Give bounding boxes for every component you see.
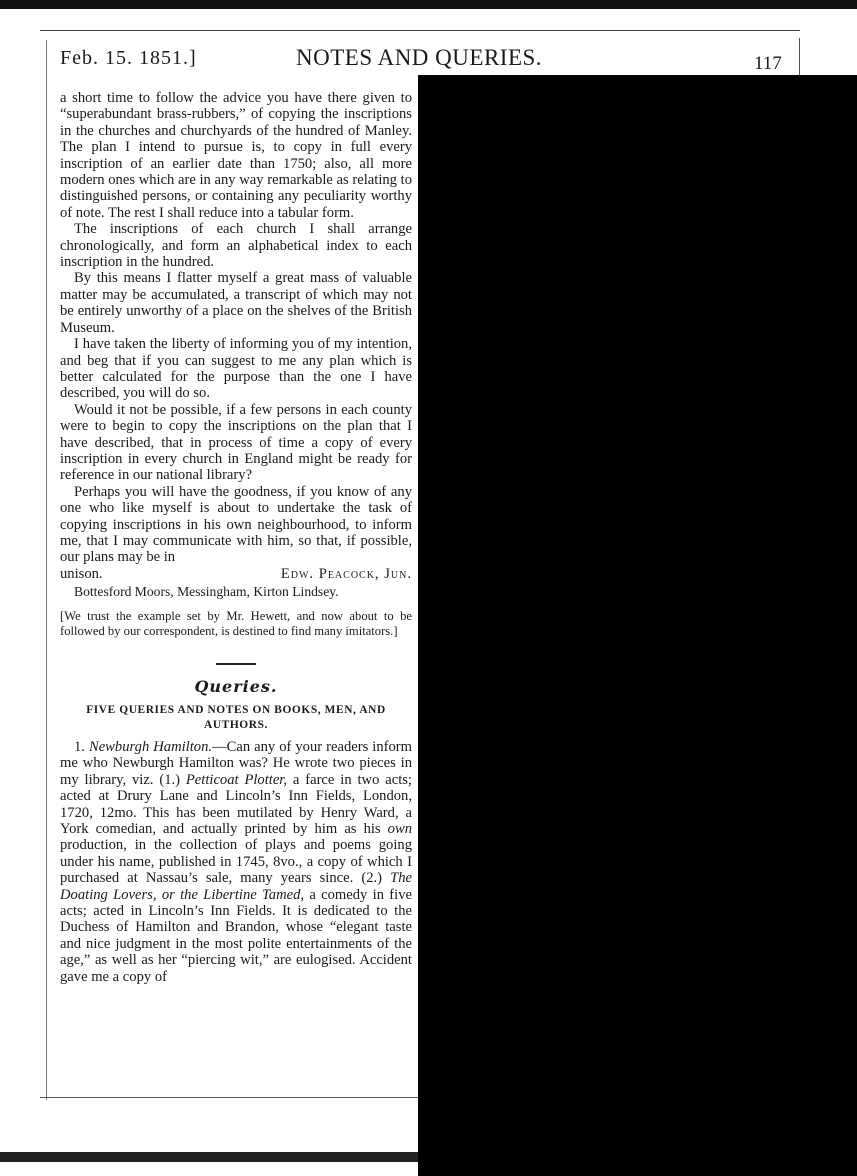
letter-paragraph-1: a short time to follow the advice you have there given to “superabundant brass-rubbers,” of copying the inscriptions in the churches and churchyards of the hundred of Manley. The plan I intend to pursue is, to copy in full every inscription of an earlier date than 1750; also, all more modern ones which are in any way remarkable as relating to distinguished persons, or containing any peculiarity worthy of note. The rest I shall reduce into a tabular form.: [60, 90, 412, 221]
bottom-rule: [40, 1097, 418, 1098]
letter-paragraph-2: The inscriptions of each church I shall arrange chronologically, and form an alphabetical index to each inscription in the hundred.: [60, 221, 412, 271]
letter-paragraph-5: Would it not be possible, if a few persons in each county were to begin to copy the inscriptions on the plan that I have described, that in process of time a copy of every inscription in every church in England might be ready for reference in our national library?: [60, 401, 412, 484]
journal-title: NOTES AND QUERIES.: [296, 45, 543, 70]
top-border-rule: [0, 0, 857, 9]
query-number: 1.: [74, 739, 85, 755]
signature: Edw. Peacock, Jun.: [280, 565, 412, 582]
queries-subheading: FIVE QUERIES AND NOTES ON BOOKS, MEN, AND AUTHORS.: [86, 704, 386, 731]
query-subject: Newburgh Hamilton.: [88, 739, 213, 755]
header-date: Feb. 15. 1851.]: [60, 47, 197, 69]
letter-paragraph-6: Perhaps you will have the goodness, if you know of any one who like myself is about to undertake the task of copying inscriptions in his own neighbourhood, to inform me, that I may communicate with him, so that, if possible, our plans may be in: [60, 483, 412, 566]
play-title: Petticoat Plotter,: [185, 771, 288, 788]
section-title: Queries.: [194, 676, 278, 696]
redacted-region: [418, 75, 857, 1176]
emphasis: own: [387, 821, 412, 838]
query-text: a comedy in five acts; acted in Lincoln’s Inn Fields. It is dedicated to the Duchess of Hamilton and Brandon, whose “elegant taste and nice judgment in the most polite entertainments of the age,” as well as her “piercing wit,” are eulogised. Accident gave me a copy of: [60, 886, 412, 985]
text-column: [60, 90, 412, 985]
query-1: [60, 739, 412, 985]
query-text: a farce in two acts; acted at Drury Lane and Lincoln’s Inn Fields, London, 1720, 12mo. This has been mutilated by Henry Ward, a York comedian, and actually printed by him as his: [60, 771, 412, 838]
letter-paragraph-4: I have taken the liberty of informing you of my intention, and beg that if you can suggest to me any plan which is better calculated for the purpose than the one I have described, you will do so.: [60, 336, 412, 402]
query-text: production, in the collection of plays and poems going under his name, published in 1745, 8vo., a copy of which I purchased at Nassau’s sale, many years since. (2.): [60, 837, 412, 887]
bottom-scan-band: [0, 1152, 418, 1162]
page-number: 117: [754, 53, 782, 74]
header-rule: [40, 30, 800, 31]
correspondent-address: Bottesford Moors, Messingham, Kirton Lindsey.: [74, 584, 339, 600]
closing-word: unison.: [60, 565, 103, 582]
running-header: [60, 45, 800, 77]
query-text: —Can any of your readers inform me who Newburgh Hamilton was? He wrote two pieces in my library, viz. (1.): [60, 739, 412, 788]
play-title: The Doating Lovers, or the Libertine Tamed,: [60, 870, 412, 903]
letter-paragraph-3: By this means I flatter myself a great mass of valuable matter may be accumulated, a transcript of which may not be entirely unworthy of a place on the shelves of the British Museum.: [60, 270, 412, 336]
section-divider: [216, 663, 256, 665]
editorial-note: [We trust the example set by Mr. Hewett, and now about to be followed by our correspondent, is destined to find many imitators.]: [60, 608, 412, 638]
signature-line: [60, 566, 412, 582]
left-margin-rule: [46, 40, 47, 1100]
